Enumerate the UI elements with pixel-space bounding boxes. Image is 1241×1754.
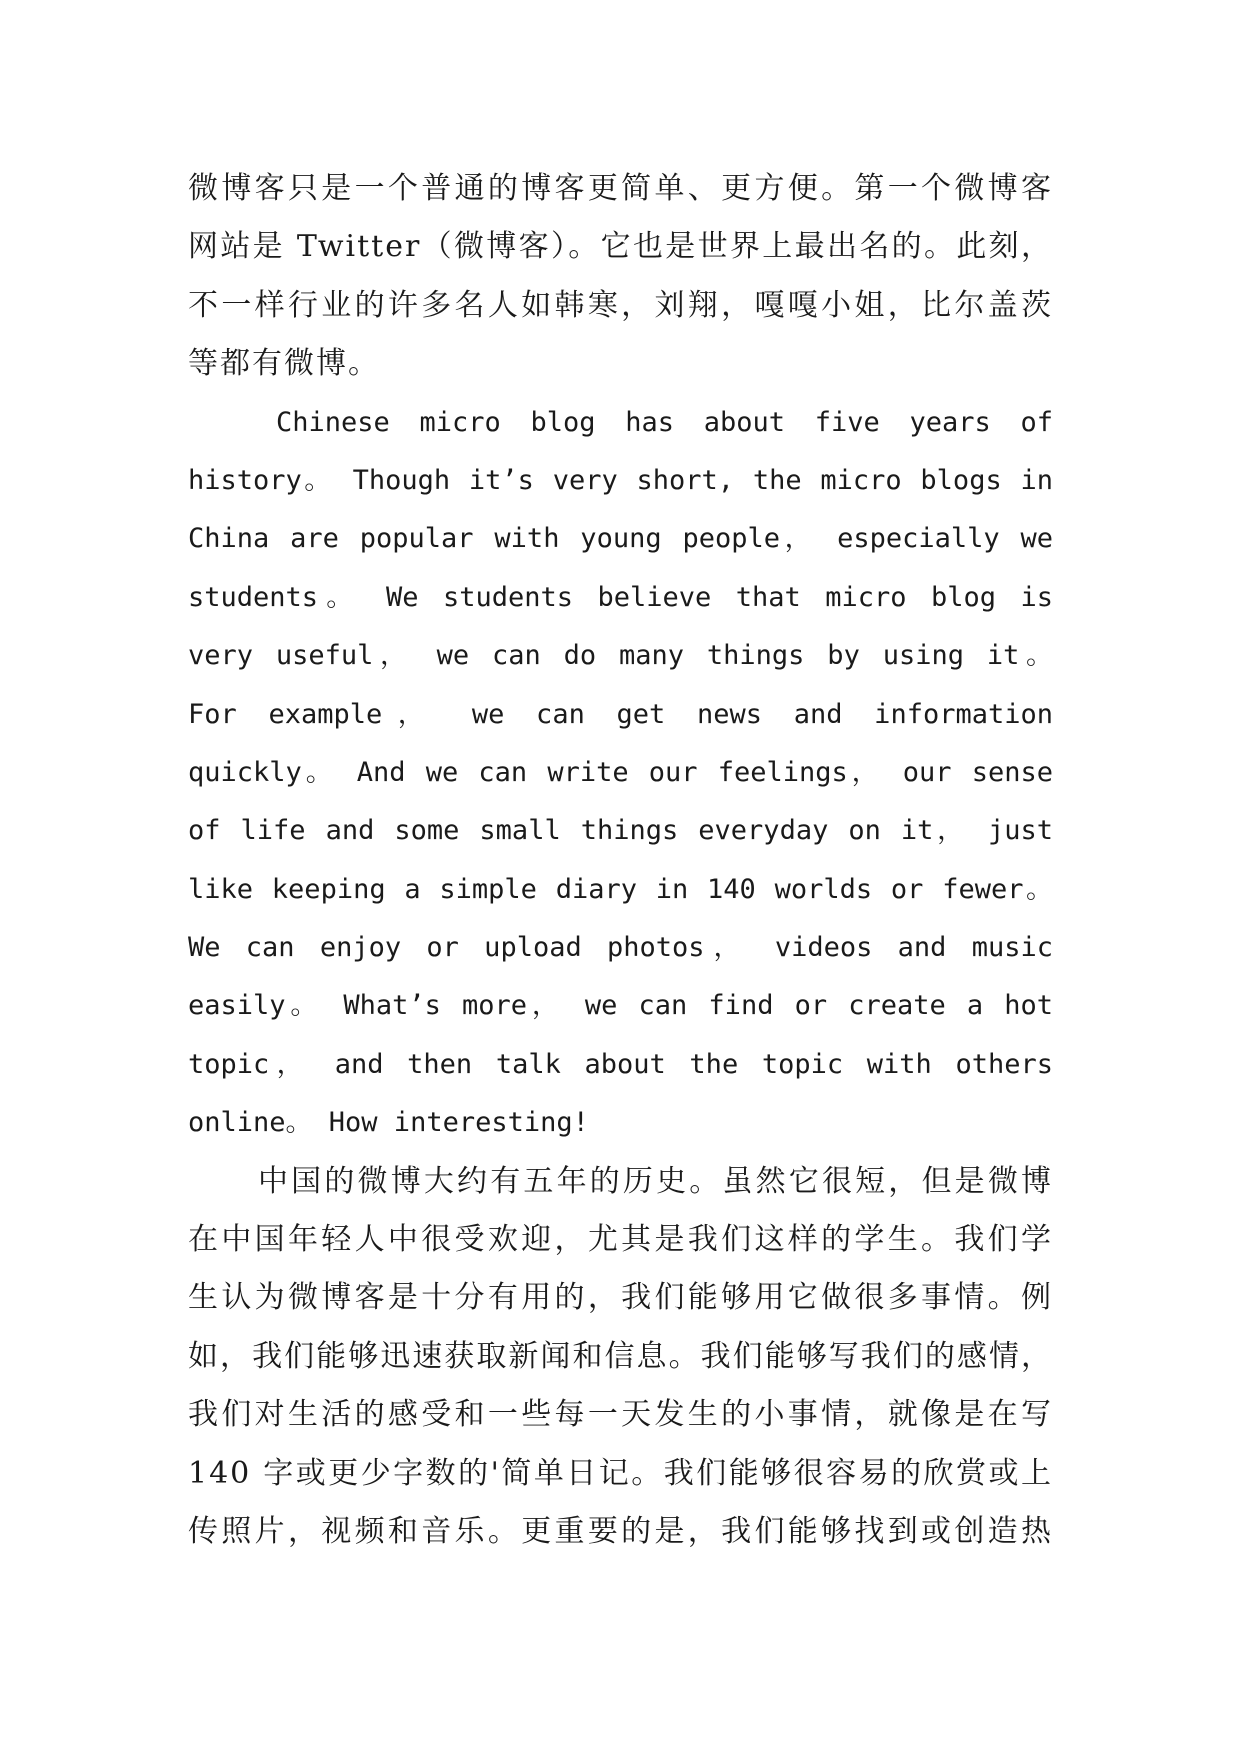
text-line: 传照片，视频和音乐。更重要的是，我们能够找到或创造热 <box>188 1513 1053 1549</box>
text-line: For example， we can get news and information <box>188 698 1053 730</box>
text-line: online。 How interesting! <box>188 1107 589 1139</box>
paragraph-1 <box>188 160 1053 394</box>
text-line: history。 Though it’s very short, the micro blogs in <box>188 464 1053 496</box>
text-line: 微博客只是一个普通的博客更简单、更方便。第一个微博客 <box>188 171 1053 206</box>
text-line: 中国的微博大约有五年的历史。虽然它很短，但是微博 <box>258 1163 1053 1199</box>
text-line: 如，我们能够迅速获取新闻和信息。我们能够写我们的感情， <box>188 1338 1053 1374</box>
paragraph-3 <box>188 1153 1053 1562</box>
text-line: We can enjoy or upload photos， videos and music <box>188 932 1053 964</box>
text-line: 在中国年轻人中很受欢迎，尤其是我们这样的学生。我们学 <box>188 1222 1053 1258</box>
text-line: China are popular with young people， especially we <box>188 523 1053 555</box>
text-line: 网站是 Twitter（微博客）。它也是世界上最出名的。此刻， <box>188 229 1053 265</box>
text-line: of life and some small things everyday on it， just <box>188 815 1053 847</box>
text-line: 不一样行业的许多名人如韩寒，刘翔，嘎嘎小姐，比尔盖茨 <box>188 287 1053 323</box>
text-line: easily。 What’s more， we can find or create a hot <box>188 990 1053 1022</box>
text-line: 140 字或更少字数的'简单日记。我们能够很容易的欣赏或上 <box>188 1455 1053 1491</box>
text-line: very useful， we can do many things by using it。 <box>188 640 1053 672</box>
text-line: Chinese micro blog has about five years of <box>276 406 1053 438</box>
paragraph-2 <box>188 394 1053 1153</box>
text-line: students。 We students believe that micro blog is <box>188 581 1053 613</box>
text-line: like keeping a simple diary in 140 worlds or fewer。 <box>188 873 1053 905</box>
text-line: 等都有微博。 <box>188 346 380 382</box>
text-line: quickly。 And we can write our feelings， our sense <box>188 756 1053 788</box>
text-line: 生认为微博客是十分有用的，我们能够用它做很多事情。例 <box>188 1280 1053 1316</box>
document-body <box>188 160 1053 1561</box>
text-line: 我们对生活的感受和一些每一天发生的小事情，就像是在写 <box>188 1397 1053 1433</box>
text-line: topic， and then talk about the topic with others <box>188 1048 1053 1080</box>
